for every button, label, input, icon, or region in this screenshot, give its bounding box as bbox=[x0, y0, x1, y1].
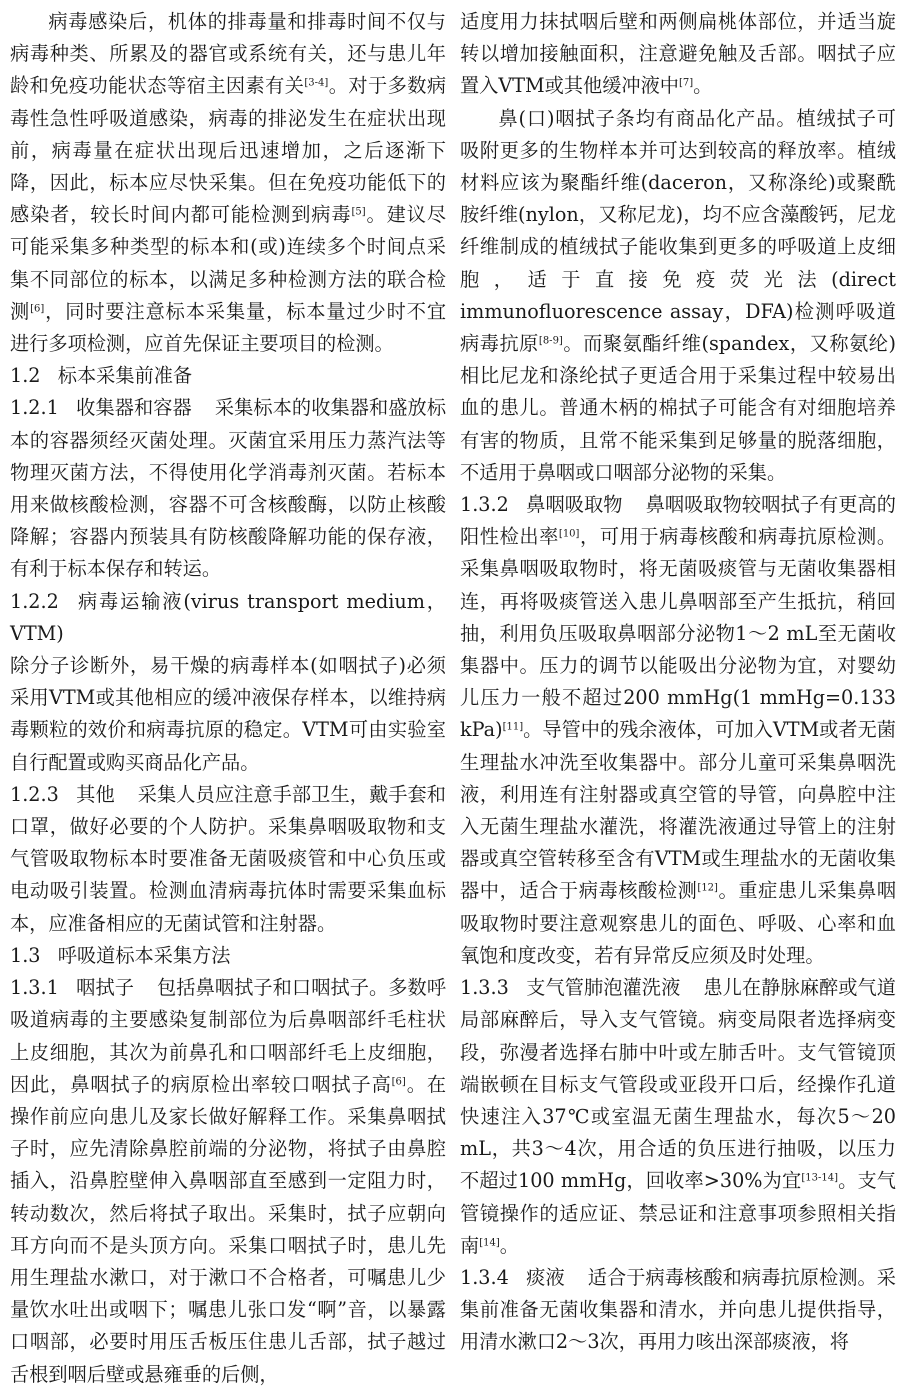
section-number: 1.3 bbox=[10, 943, 41, 967]
paragraph-text: 。 bbox=[693, 74, 713, 98]
paragraph-text: 。建议尽可能采集多种类型的标本和(或)连续多个时间点采集不同部位的标本，以满足多种检测方法的联合检测 bbox=[10, 203, 447, 323]
citation-ref[interactable]: [5] bbox=[351, 206, 366, 218]
subsection-number: 1.2.1 bbox=[10, 396, 59, 420]
section-title: 标本采集前准备 bbox=[57, 364, 193, 388]
paragraph-text: 除分子诊断外，易干燥的病毒样本(如咽拭子)必须采用VTM或其他相应的缓冲液保存样本，以维持病毒颗粒的效价和病毒抗原的稳定。VTM可由实验室自行配置或购买商品化产品。 bbox=[10, 654, 446, 774]
paragraph-text: 。在操作前应向患儿及家长做好解释工作。采集鼻咽拭子时，应先清除鼻腔前端的分泌物，将拭子由鼻腔插入，沿鼻腔壁伸入鼻咽部直至感到一定阻力时，转动数次，然后将拭子取出。采集时，拭子应朝向耳方向而不是头顶方向。采集口咽拭子时，患儿先用生理盐水漱口，对于漱口不合格者，可嘱患儿少量饮水吐出或咽下；嘱患儿张口发“啊”音，以暴露口咽部，必要时用压舌板压住患儿舌部，拭子越过舌根到咽后壁或悬雍垂的后侧， bbox=[10, 1072, 447, 1386]
subsection-number: 1.3.2 bbox=[460, 493, 509, 517]
paragraph-text: 采集标本的收集器和盛放标本的容器须经灭菌处理。灭菌宜采用压力蒸汽法等物理灭菌方法，不得使用化学消毒剂灭菌。若标本用来做核酸检测，容器不可含核酸酶，以防止核酸降解；容器内预装具有防核酸降解功能的保存液，有利于标本保存和转运。 bbox=[10, 396, 447, 581]
subsection-title: 鼻咽吸取物 bbox=[526, 493, 623, 517]
subsection-title: 痰液 bbox=[526, 1265, 565, 1289]
section-number: 1.2 bbox=[10, 364, 41, 388]
paragraph-text: 患儿在静脉麻醉或气道局部麻醉后，导入支气管镜。病变局限者选择病变段，弥漫者选择右肺中叶或左肺舌叶。支气管镜顶端嵌顿在目标支气管段或亚段开口后，经操作孔道快速注入37℃或室温无菌生理盐水，每次5～20 mL，共3～4次，用合适的负压进行抽吸，以压力不超过100 mmHg，回收率>30%为宜 bbox=[460, 976, 896, 1193]
paragraph-text: 适合于病毒核酸和病毒抗原检测。采集前准备无菌收集器和清水，并向患儿提供指导，用清水漱口2～3次，再用力咳出深部痰液，将 bbox=[460, 1265, 896, 1354]
citation-ref[interactable]: [6] bbox=[391, 1076, 406, 1088]
subsection-1-2-2 bbox=[10, 586, 446, 779]
subsection-title: 咽拭子 bbox=[76, 976, 134, 1000]
citation-ref[interactable]: [7] bbox=[679, 77, 694, 89]
right-column bbox=[460, 6, 896, 1359]
subsection-1-3-2 bbox=[460, 489, 896, 972]
subsection-title: 支气管肺泡灌洗液 bbox=[526, 976, 681, 1000]
paragraph-viral-shedding bbox=[10, 6, 446, 360]
subsection-1-3-4 bbox=[460, 1262, 896, 1359]
paragraph-text: 鼻(口)咽拭子条均有商品化产品。植绒拭子可吸附更多的生物样本并可达到较高的释放率。植绒材料应该为聚酯纤维(daceron，又称涤纶)或聚酰胺纤维(nylon，又称尼龙)，均不应含藻酸钙，尼龙纤维制成的植绒拭子能收集到更多的呼吸道上皮细胞，适于直接免疫荧光法(direct immunofluorescence assay，DFA)检测呼吸道病毒抗原 bbox=[460, 106, 896, 356]
paragraph-text: 采集人员应注意手部卫生，戴手套和口罩，做好必要的个人防护。采集鼻咽吸取物和支气管吸取物标本时要准备无菌吸痰管和中心负压或电动吸引装置。检测血清病毒抗体时需要采集血标本，应准备相应的无菌试管和注射器。 bbox=[10, 782, 446, 935]
citation-ref[interactable]: [12] bbox=[697, 882, 718, 894]
citation-ref[interactable]: [14] bbox=[479, 1237, 500, 1249]
paragraph-text: 。导管中的残余液体，可加入VTM或者无菌生理盐水冲洗至收集器中。部分儿童可采集鼻咽洗液，利用连有注射器或真空管的导管，向鼻腔中注入无菌生理盐水灌洗，将灌洗液通过导管上的注射器或真空管转移至含有VTM或生理盐水的无菌收集器中，适合于病毒核酸检测 bbox=[460, 718, 896, 903]
paragraph-text: 鼻咽吸取物较咽拭子有更高的阳性检出率 bbox=[460, 493, 896, 549]
subsection-number: 1.3.3 bbox=[460, 976, 509, 1000]
subsection-1-3-3 bbox=[460, 972, 896, 1262]
subsection-title: 其他 bbox=[76, 782, 115, 806]
citation-ref[interactable]: [13-14] bbox=[801, 1172, 838, 1184]
paragraph-text: ，可用于病毒核酸和病毒抗原检测。采集鼻咽吸取物时，将无菌吸痰管与无菌收集器相连，再将吸痰管送入患儿鼻咽部至产生抵抗，稍回抽，利用负压吸取鼻咽部分泌物1～2 mL至无菌收集器中。压力的调节以能吸出分泌物为宜，对婴幼儿压力一般不超过200 mmHg(1 mmHg=0.133 kPa) bbox=[460, 525, 896, 742]
paragraph-swab-materials bbox=[460, 103, 896, 489]
subsection-1-3-1 bbox=[10, 972, 446, 1391]
left-column bbox=[10, 6, 446, 1391]
subsection-number: 1.2.3 bbox=[10, 782, 59, 806]
subsection-1-2-3 bbox=[10, 779, 446, 940]
citation-ref[interactable]: [6] bbox=[30, 303, 45, 315]
subsection-number: 1.3.1 bbox=[10, 976, 59, 1000]
paragraph-text: ，同时要注意标本采集量，标本量过少时不宜进行多项检测，应首先保证主要项目的检测。 bbox=[10, 299, 447, 356]
paragraph-text: 包括鼻咽拭子和口咽拭子。多数呼吸道病毒的主要感染复制部位为后鼻咽部纤毛柱状上皮细胞，其次为前鼻孔和口咽部纤毛上皮细胞，因此，鼻咽拭子的病原检出率较口咽拭子高 bbox=[10, 976, 447, 1096]
paragraph-text: 。 bbox=[499, 1233, 519, 1257]
paragraph-text: 适度用力抹拭咽后壁和两侧扁桃体部位，并适当旋转以增加接触面积，注意避免触及舌部。咽拭子应置入VTM或其他缓冲液中 bbox=[460, 10, 896, 98]
subsection-number: 1.2.2 bbox=[10, 589, 59, 613]
subsection-1-2-1 bbox=[10, 392, 446, 585]
paragraph-swab-continued bbox=[460, 6, 896, 103]
paragraph-text: 。对于多数病毒性急性呼吸道感染，病毒的排泌发生在症状出现前，病毒量在症状出现后迅速增加，之后逐渐下降，因此，标本应尽快采集。但在免疫功能低下的感染者，较长时间内都可能检测到病毒 bbox=[10, 74, 447, 227]
citation-ref[interactable]: [3-4] bbox=[304, 77, 329, 89]
paragraph-text: 。而聚氨酯纤维(spandex，又称氨纶)相比尼龙和涤纶拭子更适合用于采集过程中较易出血的患儿。普通木柄的棉拭子可能含有对细胞培养有害的物质，且常不能采集到足够量的脱落细胞，不适用于鼻咽或口咽部分泌物的采集。 bbox=[460, 332, 897, 484]
section-heading-1-2 bbox=[10, 360, 446, 392]
citation-ref[interactable]: [11] bbox=[502, 721, 524, 733]
section-heading-1-3 bbox=[10, 940, 446, 972]
section-title: 呼吸道标本采集方法 bbox=[57, 943, 231, 967]
paragraph-text: 。重症患儿采集鼻咽吸取物时要注意观察患儿的面色、呼吸、心率和血氧饱和度改变，若有异常反应须及时处理。 bbox=[460, 879, 897, 967]
subsection-title: 病毒运输液(virus transport medium，VTM) bbox=[10, 589, 446, 645]
subsection-number: 1.3.4 bbox=[460, 1265, 509, 1289]
citation-ref[interactable]: [8-9] bbox=[538, 335, 563, 347]
citation-ref[interactable]: [10] bbox=[558, 528, 580, 540]
paragraph-text: 病毒感染后，机体的排毒量和排毒时间不仅与病毒种类、所累及的器官或系统有关，还与患儿年龄和免疫功能状态等宿主因素有关 bbox=[10, 10, 446, 98]
subsection-title: 收集器和容器 bbox=[76, 396, 192, 420]
paragraph-text: 。支气管镜操作的适应证、禁忌证和注意事项参照相关指南 bbox=[460, 1169, 896, 1257]
